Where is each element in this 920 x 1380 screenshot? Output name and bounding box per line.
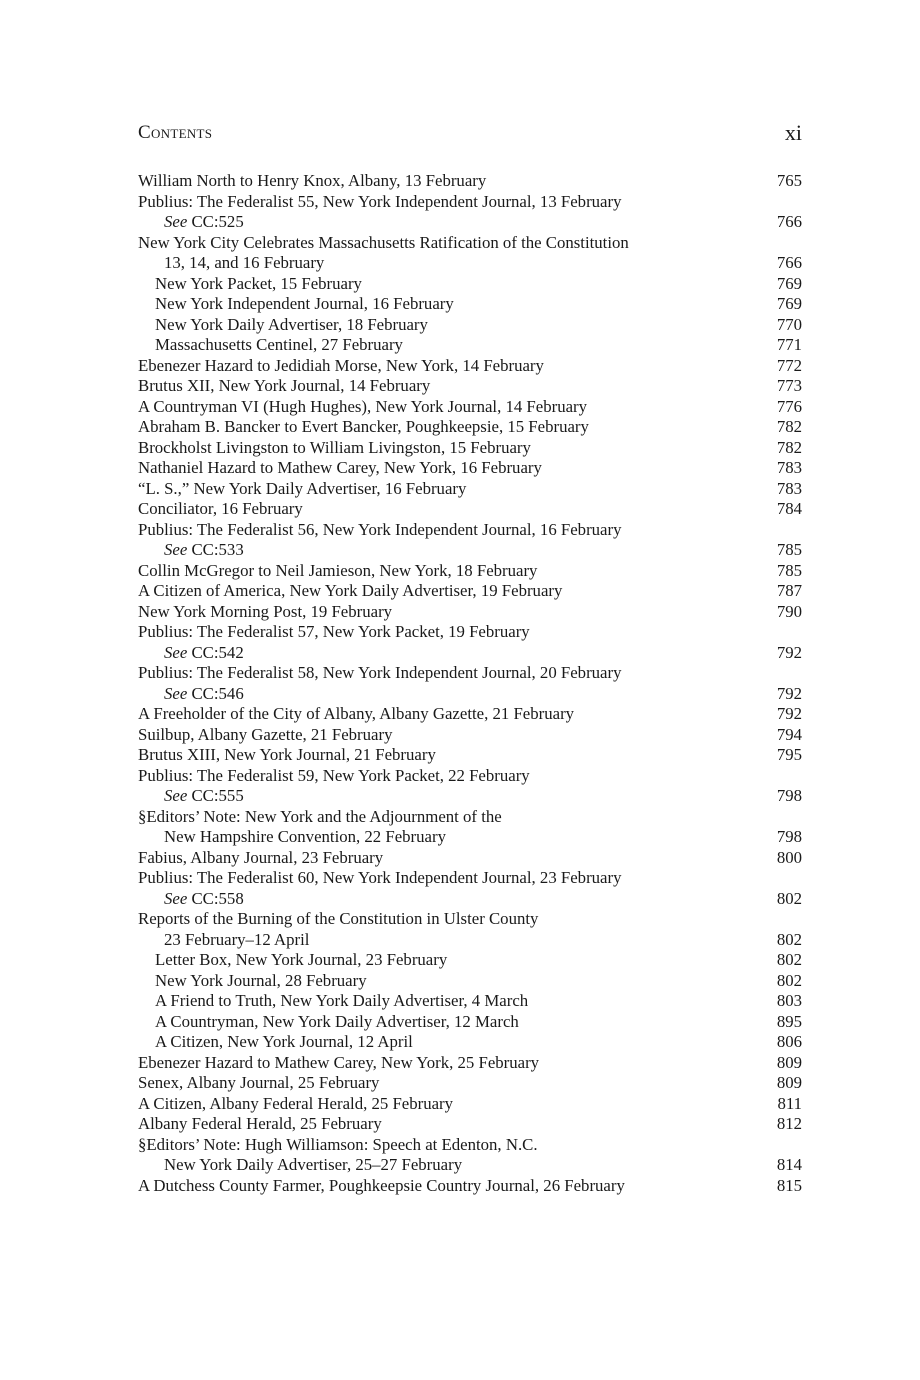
entry-page-number: 794 — [776, 724, 802, 744]
entry-title: A Friend to Truth, New York Daily Advertiser, 4 March — [155, 991, 529, 1010]
entry-text — [138, 1135, 538, 1156]
entry-page-number: 771 — [776, 335, 802, 354]
entry-title: Suilbup, Albany Gazette, 21 February — [138, 724, 393, 744]
entry-title: CC:525 — [187, 212, 244, 231]
entry-title: CC:546 — [187, 683, 244, 703]
entry-title: A Freeholder of the City of Albany, Albany Gazette, 21 February — [138, 704, 575, 723]
contents-entry — [138, 479, 802, 500]
entry-text — [138, 889, 244, 910]
entry-title: Brockholst Livingston to William Livingston, 15 February — [138, 437, 531, 457]
entry-title: Publius: The Federalist 58, New York Independent Journal, 20 February — [138, 663, 622, 682]
entry-text — [138, 417, 589, 438]
entry-page-number: 776 — [776, 396, 802, 416]
entry-title: Brutus XII, New York Journal, 14 February — [138, 376, 431, 395]
entry-title: New York Morning Post, 19 February — [138, 601, 393, 621]
entry-page-number: 798 — [776, 786, 802, 805]
entry-text — [138, 1176, 625, 1197]
entry-page-number: 765 — [776, 171, 802, 190]
entry-text — [138, 663, 621, 684]
running-header — [138, 122, 802, 150]
contents-entry — [138, 1114, 802, 1135]
entry-page-number: 806 — [776, 1032, 802, 1051]
entry-title: 13, 14, and 16 February — [164, 253, 325, 272]
entry-page-number: 802 — [776, 888, 802, 908]
entry-page-number: 782 — [776, 437, 802, 457]
contents-entry — [138, 1032, 802, 1053]
entry-title: Brutus XIII, New York Journal, 21 February — [138, 745, 436, 764]
entry-page-number: 811 — [777, 1093, 802, 1113]
see-reference: See — [164, 642, 188, 662]
contents-entry — [138, 950, 802, 971]
entry-text — [138, 253, 324, 274]
entry-text — [138, 274, 362, 295]
entry-text — [138, 1073, 379, 1094]
contents-entry — [138, 971, 802, 992]
contents-entry — [138, 561, 802, 582]
entry-text — [138, 212, 244, 233]
entry-text — [138, 315, 428, 336]
entry-title: Massachusetts Centinel, 27 February — [155, 335, 403, 354]
contents-entry — [138, 991, 802, 1012]
entry-title: New York Daily Advertiser, 18 February — [155, 314, 428, 334]
entry-title: Publius: The Federalist 57, New York Packet, 19 February — [138, 622, 530, 641]
entry-title: Publius: The Federalist 60, New York Independent Journal, 23 February — [138, 868, 622, 887]
entry-title: New York Journal, 28 February — [155, 970, 367, 990]
entry-page-number: 787 — [776, 581, 802, 600]
entry-page-number: 802 — [776, 929, 802, 949]
entry-title: A Citizen, Albany Federal Herald, 25 February — [138, 1093, 454, 1113]
entry-title: CC:555 — [187, 786, 244, 805]
entry-text — [138, 1155, 462, 1176]
entry-title: Fabius, Albany Journal, 23 February — [138, 847, 384, 867]
contents-entry — [138, 1073, 802, 1094]
entry-text — [138, 356, 544, 377]
entry-page-number: 814 — [776, 1155, 802, 1174]
entry-page-number: 800 — [776, 847, 802, 867]
entry-text — [138, 971, 367, 992]
entry-text — [138, 540, 244, 561]
contents-entry — [138, 745, 802, 766]
entry-text — [138, 1012, 519, 1033]
entry-text — [138, 602, 392, 623]
entry-text — [138, 766, 530, 787]
contents-entry — [138, 253, 802, 274]
entry-page-number: 769 — [776, 294, 802, 313]
entry-page-number: 784 — [776, 499, 802, 518]
entry-title: A Countryman VI (Hugh Hughes), New York Journal, 14 February — [138, 396, 588, 416]
entry-title: New York Daily Advertiser, 25–27 February — [164, 1155, 463, 1174]
entry-text — [138, 458, 542, 479]
entry-text — [138, 725, 392, 746]
contents-entry — [138, 233, 802, 254]
entry-title: Ebenezer Hazard to Jedidiah Morse, New York, 14 February — [138, 355, 544, 375]
entry-title: New Hampshire Convention, 22 February — [164, 827, 446, 846]
entry-title: William North to Henry Knox, Albany, 13 February — [138, 171, 487, 190]
contents-entry — [138, 1176, 802, 1197]
contents-entry — [138, 643, 802, 664]
contents-entry — [138, 684, 802, 705]
entry-page-number: 815 — [776, 1175, 802, 1195]
entry-title: §Editors’ Note: New York and the Adjournment of the — [138, 806, 502, 826]
entry-text — [138, 745, 436, 766]
page-number: xi — [784, 120, 802, 145]
entry-text — [138, 622, 530, 643]
contents-entry — [138, 725, 802, 746]
entry-title: Reports of the Burning of the Constitution in Ulster County — [138, 909, 539, 928]
entry-text — [138, 950, 447, 971]
entry-text — [138, 930, 309, 951]
entry-text — [138, 807, 502, 828]
entry-page-number: 812 — [776, 1114, 802, 1133]
entry-page-number: 802 — [776, 950, 802, 969]
contents-entry — [138, 417, 802, 438]
see-reference: See — [164, 540, 188, 559]
entry-title: 23 February–12 April — [164, 929, 310, 949]
entry-title: Senex, Albany Journal, 25 February — [138, 1073, 380, 1092]
contents-entry — [138, 294, 802, 315]
page-title: Contents — [138, 122, 213, 143]
contents-entry — [138, 909, 802, 930]
contents-entry — [138, 274, 802, 295]
entry-text — [138, 233, 629, 254]
contents-entry — [138, 602, 802, 623]
entry-text — [138, 294, 454, 315]
entry-text — [138, 1114, 382, 1135]
entry-title: “L. S.,” New York Daily Advertiser, 16 February — [138, 478, 467, 498]
contents-entry — [138, 458, 802, 479]
entry-text — [138, 868, 621, 889]
see-reference: See — [164, 888, 188, 908]
contents-entry — [138, 930, 802, 951]
contents-entry — [138, 786, 802, 807]
entry-text — [138, 848, 383, 869]
entry-title: Publius: The Federalist 59, New York Packet, 22 February — [138, 765, 530, 785]
see-reference: See — [164, 683, 188, 703]
entry-text — [138, 438, 531, 459]
contents-entry — [138, 356, 802, 377]
entry-title: A Countryman, New York Daily Advertiser, 12 March — [155, 1011, 519, 1031]
entry-text — [138, 909, 538, 930]
entry-text — [138, 704, 574, 725]
contents-entry — [138, 622, 802, 643]
entry-page-number: 795 — [776, 745, 802, 764]
contents-entry — [138, 704, 802, 725]
entry-title: Abraham B. Bancker to Evert Bancker, Poughkeepsie, 15 February — [138, 417, 589, 436]
entry-text — [138, 192, 621, 213]
contents-entry — [138, 1012, 802, 1033]
contents-entry — [138, 889, 802, 910]
contents-entry — [138, 663, 802, 684]
contents-entry — [138, 1094, 802, 1115]
entry-text — [138, 991, 528, 1012]
contents-entry — [138, 192, 802, 213]
entry-text — [138, 643, 244, 664]
contents-entry — [138, 171, 802, 192]
contents-entry — [138, 827, 802, 848]
contents-entry — [138, 1155, 802, 1176]
entry-title: New York Independent Journal, 16 February — [155, 294, 454, 313]
see-reference: See — [164, 786, 188, 805]
entry-title: New York Packet, 15 February — [155, 273, 362, 293]
entry-text — [138, 479, 466, 500]
entry-page-number: 772 — [776, 355, 802, 375]
entry-title: Publius: The Federalist 56, New York Independent Journal, 16 February — [138, 519, 622, 539]
entry-page-number: 783 — [776, 458, 802, 477]
entry-title: CC:542 — [187, 642, 244, 662]
entry-text — [138, 827, 446, 848]
entry-page-number: 785 — [776, 540, 802, 559]
entry-page-number: 798 — [776, 827, 802, 846]
entry-page-number: 782 — [776, 417, 802, 436]
entry-page-number: 790 — [776, 601, 802, 621]
contents-entry — [138, 315, 802, 336]
entry-title: A Citizen of America, New York Daily Advertiser, 19 February — [138, 581, 563, 600]
entry-text — [138, 335, 403, 356]
entry-text — [138, 684, 244, 705]
entry-title: New York City Celebrates Massachusetts Ratification of the Constitution — [138, 232, 629, 252]
entry-title: Collin McGregor to Neil Jamieson, New York, 18 February — [138, 560, 538, 580]
entry-text — [138, 171, 486, 192]
contents-entry — [138, 335, 802, 356]
entry-text — [138, 1053, 539, 1074]
contents-entry — [138, 1053, 802, 1074]
entry-page-number: 792 — [776, 683, 802, 703]
contents-entry — [138, 212, 802, 233]
contents-entry — [138, 766, 802, 787]
contents-entry — [138, 581, 802, 602]
entry-text — [138, 520, 621, 541]
contents-entry — [138, 1135, 802, 1156]
entry-title: A Citizen, New York Journal, 12 April — [155, 1032, 413, 1051]
entry-page-number: 766 — [776, 212, 802, 231]
entry-text — [138, 581, 562, 602]
entry-title: §Editors’ Note: Hugh Williamson: Speech at Edenton, N.C. — [138, 1134, 538, 1154]
entry-text — [138, 561, 537, 582]
entry-page-number: 785 — [776, 560, 802, 580]
contents-list — [138, 171, 802, 1196]
entry-title: CC:533 — [187, 540, 244, 559]
contents-entry — [138, 540, 802, 561]
see-reference: See — [164, 212, 188, 231]
entry-text — [138, 376, 430, 397]
entry-text — [138, 1032, 413, 1053]
entry-title: Nathaniel Hazard to Mathew Carey, New York, 16 February — [138, 458, 542, 477]
contents-entry — [138, 807, 802, 828]
contents-entry — [138, 397, 802, 418]
entry-title: A Dutchess County Farmer, Poughkeepsie Country Journal, 26 February — [138, 1175, 625, 1195]
contents-entry — [138, 376, 802, 397]
contents-entry — [138, 520, 802, 541]
entry-page-number: 766 — [776, 253, 802, 272]
entry-title: Ebenezer Hazard to Mathew Carey, New York, 25 February — [138, 1052, 540, 1072]
entry-page-number: 773 — [776, 376, 802, 395]
entry-text — [138, 397, 587, 418]
entry-page-number: 792 — [776, 642, 802, 662]
entry-text — [138, 786, 244, 807]
entry-title: Letter Box, New York Journal, 23 February — [155, 950, 448, 969]
entry-title: Albany Federal Herald, 25 February — [138, 1114, 382, 1133]
entry-title: Publius: The Federalist 55, New York Independent Journal, 13 February — [138, 191, 622, 211]
contents-entry — [138, 499, 802, 520]
entry-page-number: 770 — [776, 314, 802, 334]
entry-page-number: 802 — [776, 970, 802, 990]
contents-entry — [138, 868, 802, 889]
entry-title: Conciliator, 16 February — [138, 499, 303, 518]
contents-entry — [138, 848, 802, 869]
entry-page-number: 809 — [776, 1052, 802, 1072]
entry-page-number: 792 — [776, 704, 802, 723]
entry-page-number: 895 — [776, 1011, 802, 1031]
entry-page-number: 783 — [776, 478, 802, 498]
entry-text — [138, 499, 303, 520]
entry-page-number: 809 — [776, 1073, 802, 1092]
contents-entry — [138, 438, 802, 459]
entry-title: CC:558 — [187, 888, 244, 908]
entry-text — [138, 1094, 453, 1115]
entry-page-number: 803 — [776, 991, 802, 1010]
entry-page-number: 769 — [776, 273, 802, 293]
